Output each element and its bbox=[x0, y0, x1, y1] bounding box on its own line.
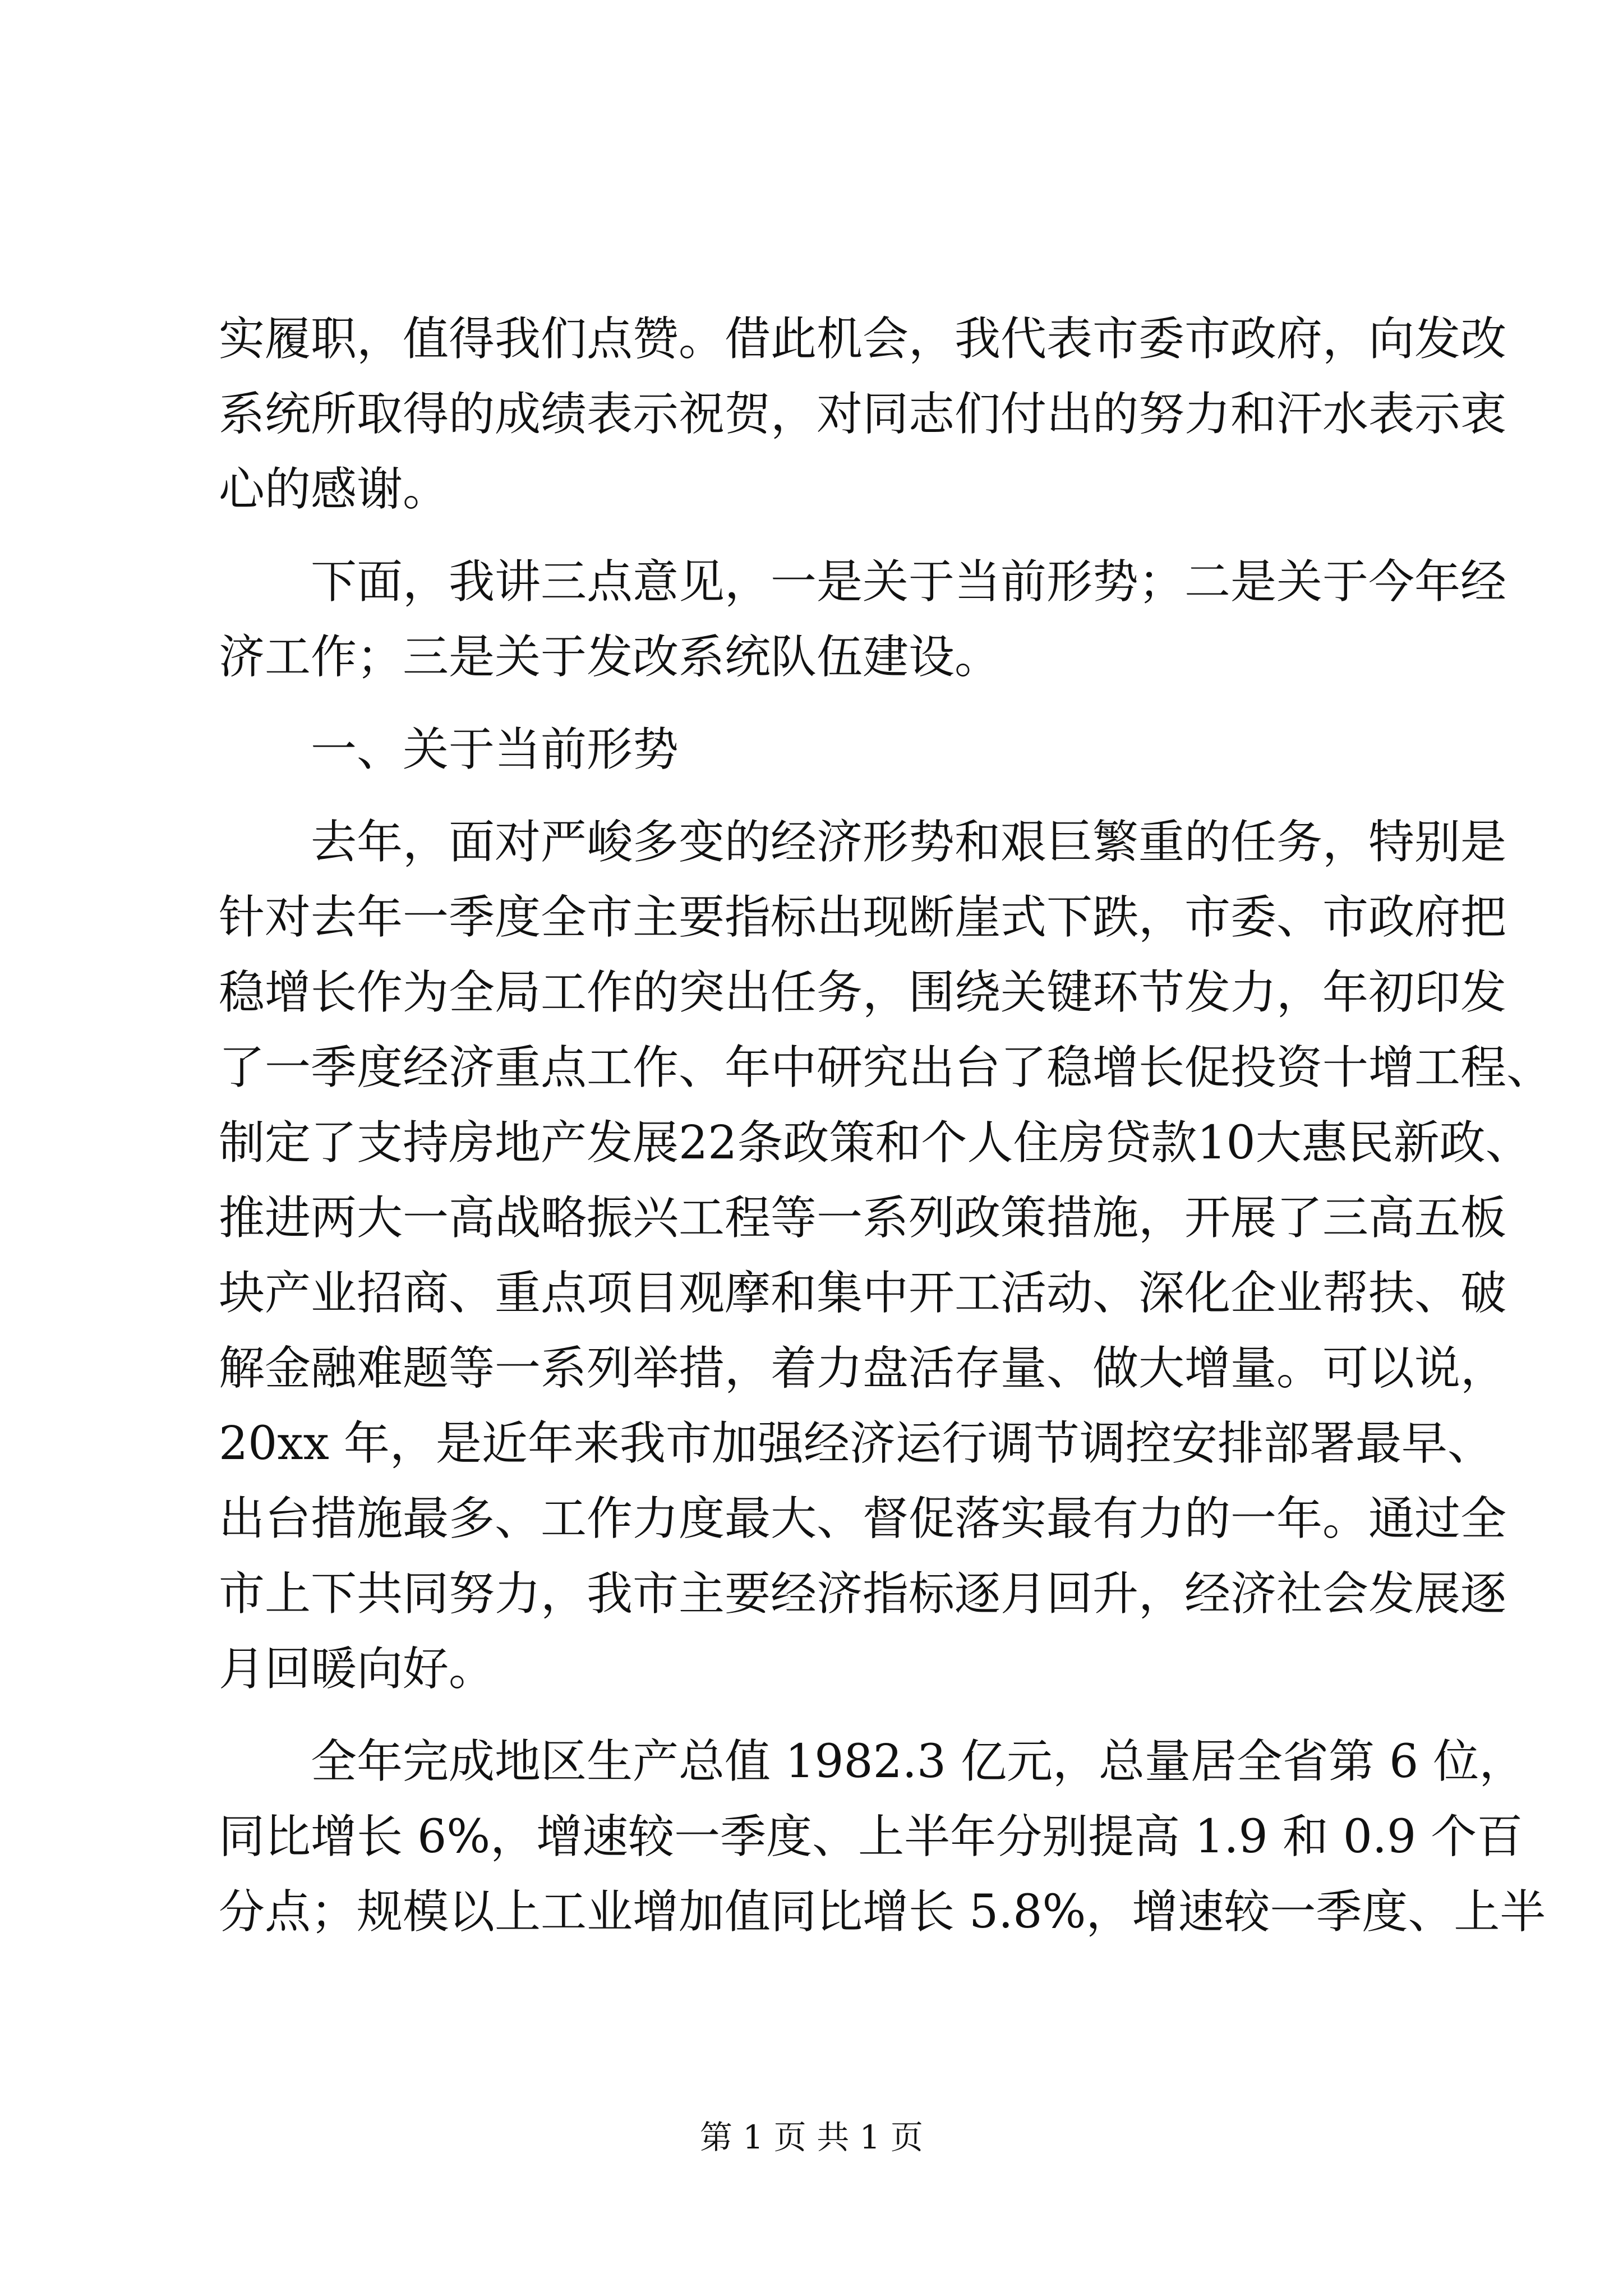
text-line: 同比增长 6%，增速较一季度、上半年分别提高 1.9 和 0.9 个百 bbox=[219, 1810, 1523, 1864]
text-line: 解金融难题等一系列举措，着力盘活存量、做大增量。可以说， bbox=[219, 1342, 1507, 1395]
text-line: 全年完成地区生产总值 1982.3 亿元，总量居全省第 6 位， bbox=[311, 1735, 1525, 1788]
text-line: 推进两大一高战略振兴工程等一系列政策措施，开展了三高五板 bbox=[219, 1191, 1507, 1245]
text-line: 块产业招商、重点项目观摩和集中开工活动、深化企业帮扶、破 bbox=[219, 1267, 1507, 1320]
text-line: 稳增长作为全局工作的突出任务，围绕关键环节发力，年初印发 bbox=[219, 966, 1507, 1019]
text-line: 针对去年一季度全市主要指标出现断崖式下跌，市委、市政府把 bbox=[219, 891, 1507, 944]
text-line: 市上下共同努力，我市主要经济指标逐月回升，经济社会发展逐 bbox=[219, 1567, 1507, 1621]
page-footer: 第 1 页 共 1 页 bbox=[700, 2118, 923, 2156]
text-line: 心的感谢。 bbox=[219, 463, 449, 516]
text-line: 济工作；三是关于发改系统队伍建设。 bbox=[219, 631, 1001, 684]
text-line: 实履职，值得我们点赞。借此机会，我代表市委市政府，向发改 bbox=[219, 312, 1507, 366]
text-line: 下面，我讲三点意见，一是关于当前形势；二是关于今年经 bbox=[311, 555, 1507, 609]
text-line: 分点；规模以上工业增加值同比增长 5.8%，增速较一季度、上半 bbox=[219, 1885, 1546, 1939]
text-line: 出台措施最多、工作力度最大、督促落实最有力的一年。通过全 bbox=[219, 1492, 1507, 1545]
text-line: 制定了支持房地产发展22条政策和个人住房贷款10大惠民新政、 bbox=[219, 1116, 1532, 1170]
text-line: 月回暖向好。 bbox=[219, 1642, 495, 1696]
section-heading: 一、关于当前形势 bbox=[311, 723, 679, 776]
text-line: 系统所取得的成绩表示祝贺，对同志们付出的努力和汗水表示衷 bbox=[219, 388, 1507, 441]
text-line: 20xx 年，是近年来我市加强经济运行调节调控安排部署最早、 bbox=[219, 1417, 1493, 1470]
text-line: 去年，面对严峻多变的经济形势和艰巨繁重的任务，特别是 bbox=[311, 816, 1507, 869]
text-line: 了一季度经济重点工作、年中研究出台了稳增长促投资十增工程、 bbox=[219, 1041, 1553, 1094]
